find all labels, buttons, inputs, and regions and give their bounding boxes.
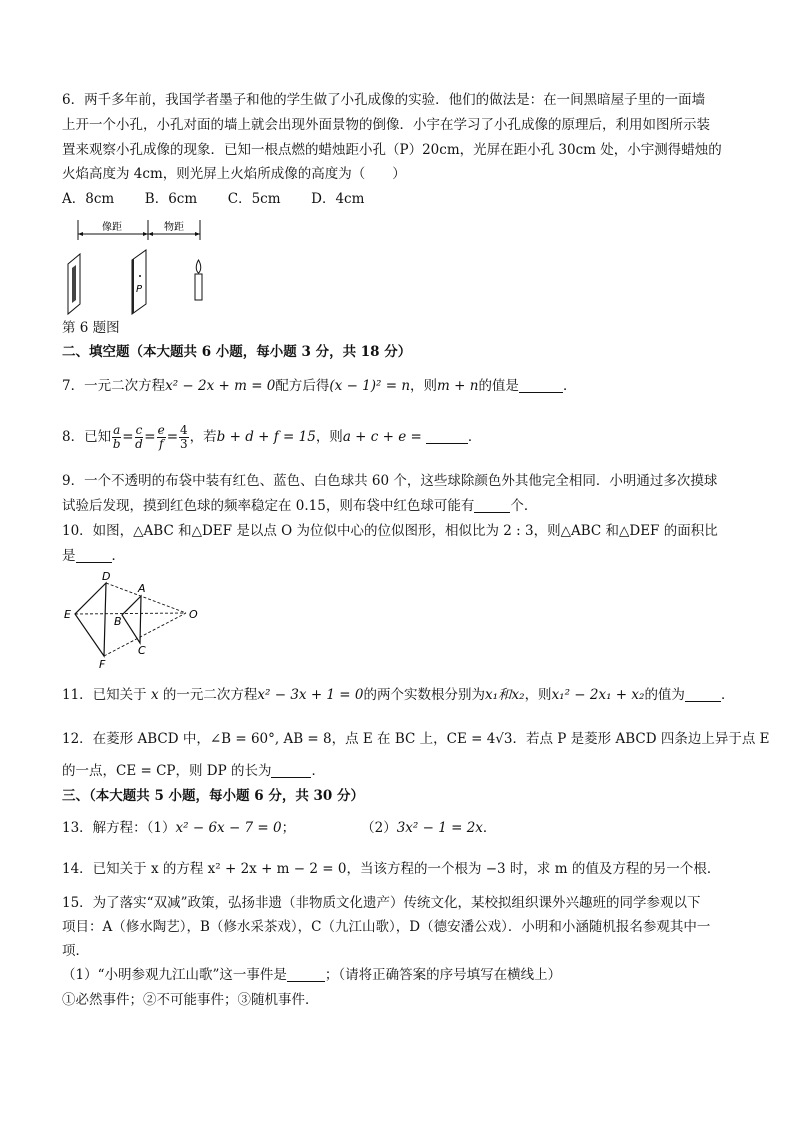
q13-line: [62, 818, 496, 838]
section-3-title: 三、（本大题共 5 小题，每小题 6 分，共 30 分）: [62, 788, 365, 804]
q7-answer-blank[interactable]: [519, 378, 563, 393]
q6-option-b: B．6cm: [144, 191, 198, 207]
q6-fig-board: [132, 250, 146, 314]
q10-answer-blank[interactable]: [76, 548, 112, 563]
q11-prefix: 11．已知关于: [62, 687, 147, 703]
q11-mid: 的一元二次方程: [162, 687, 258, 703]
q10-fig-label-f: F: [99, 658, 106, 670]
q6-fig-arrowhead-2: [143, 232, 148, 236]
q7-mid: 配方后得: [275, 378, 330, 394]
q9-end: 个．: [510, 498, 538, 514]
q9-line-1: 9．一个不透明的布袋中装有红色、蓝色、白色球共 60 个，这些球除颜色外其他完全相同．小明通过多次摸球: [62, 473, 718, 489]
q8-answer-blank[interactable]: [426, 429, 468, 444]
q8-fraction-e-f: $\frac{e}{f}$: [157, 423, 165, 451]
q6-fig-screen-shade: [72, 265, 76, 303]
q8-fraction-c-d: $\frac{c}{d}$: [135, 423, 143, 451]
q10-fig-label-b: B: [114, 615, 122, 628]
q15-sub-1-text: （1）“小明参观九江山歌”这一事件是: [62, 967, 287, 983]
q10-fig-label-e: E: [64, 608, 71, 621]
q14-line: 14．已知关于 x 的方程 x² + 2x + m − 2 = 0，当该方程的一个根为 −3 时，求 m 的值及方程的另一个根．: [62, 861, 721, 877]
q10-fig-triangle-def: [75, 583, 106, 656]
q7-completed-square: (x − 1)² = n: [329, 378, 411, 394]
q13-prefix: 13．解方程：（1）: [62, 820, 176, 836]
q6-fig-label-p: P: [136, 284, 143, 295]
q15-answer-blank[interactable]: [287, 967, 325, 982]
q6-line-4: 火焰高度为 4cm，则光屏上火焰所成像的高度为（ ）: [62, 166, 406, 182]
q10-fig-label-c: C: [138, 644, 146, 657]
q13-part-2: （2）: [361, 820, 397, 836]
q7-suffix: 的值是: [478, 378, 519, 394]
q7-mid2: ，则: [410, 378, 438, 394]
q7-ask: m + n: [437, 378, 479, 394]
q6-fig-arrowhead-1: [78, 232, 83, 236]
q10-end: ．: [111, 548, 125, 564]
q15-sub-1-end: ；（请将正确答案的序号填写在横线上）: [324, 967, 562, 983]
q11-ask: x₁² − 2x₁ + x₂: [551, 687, 645, 703]
q6-fig-candle: [195, 274, 202, 300]
q6-fig-label-object-distance: 物距: [164, 222, 184, 233]
q8-fraction-4-3: $\frac{4}{3}$: [180, 423, 188, 451]
q12-answer-blank[interactable]: [271, 763, 311, 778]
q9-line-2: [62, 496, 537, 516]
q6-option-d: D．4cm: [311, 191, 365, 207]
q10-line-2: [62, 546, 125, 566]
q15-sub-1: [62, 965, 561, 985]
q7-prefix: 7．一元二次方程: [62, 378, 166, 394]
q10-homothety-figure: [60, 570, 210, 670]
q8-condition: b + d + f = 15: [216, 429, 316, 445]
q10-line-2-text: 是: [62, 548, 76, 564]
q15-line-3: 项．: [62, 943, 89, 959]
section-2-title: 二、填空题（本大题共 6 小题，每小题 3 分，共 18 分）: [62, 344, 412, 360]
q8-end: ．: [467, 429, 482, 445]
q11-equation: x² − 3x + 1 = 0: [257, 687, 364, 703]
q9-answer-blank[interactable]: [474, 498, 510, 513]
q6-fig-board-edge: [132, 259, 134, 314]
q6-fig-arrowhead-3: [148, 232, 153, 236]
q8-fraction-a-b: $\frac{a}{b}$: [112, 423, 121, 451]
q6-fig-arrowhead-4: [195, 232, 200, 236]
q11-mid2: 的两个实数根分别为: [363, 687, 485, 703]
q6-caption: 第 6 题图: [62, 320, 120, 336]
q6-line-3: 置来观察小孔成像的现象．已知一根点燃的蜡烛距小孔（P）20cm，光屏在距小孔 30cm 处，小宇测得蜡烛的: [62, 142, 722, 158]
q11-answer-blank[interactable]: [685, 687, 721, 702]
q7-line: [62, 376, 576, 396]
q11-suffix: 的值为: [644, 687, 685, 703]
q6-fig-flame: [196, 260, 201, 273]
q13-end: ．: [482, 820, 497, 836]
q6-line-2: 上开一个小孔，小孔对面的墙上就会出现外面景物的倒像．小宇在学习了小孔成像的原理后，利用如图所示装: [62, 117, 710, 133]
q6-pinhole-figure: [60, 216, 210, 316]
q15-line-1: 15．为了落实“双减”政策，弘扬非遗（非物质文化遗产）传统文化，某校拟组织课外兴趣班的同学参观以下: [62, 895, 701, 911]
q13-equation-1: x² − 6x − 7 = 0: [175, 820, 282, 836]
q12-line-2: [62, 761, 325, 781]
q8-prefix: 8．已知: [62, 429, 112, 445]
q8-ask: a + c + e =: [342, 429, 422, 445]
q12-line-1: 12．在菱形 ABCD 中，∠B = 60°, AB = 8，点 E 在 BC 上，CE = 4√3．若点 P 是菱形 ABCD 四条边上异于点 E: [62, 731, 770, 747]
q11-roots: x₁和x₂: [485, 687, 525, 703]
q6-options: [62, 189, 364, 209]
q8-mid: ，若: [189, 429, 217, 445]
q6-fig-pinhole: [139, 275, 141, 277]
q9-line-2-text: 试验后发现，摸到红色球的频率稳定在 0.15，则布袋中红色球可能有: [62, 498, 475, 514]
q10-fig-ray-eo: [75, 613, 186, 614]
q10-fig-label-a: A: [138, 582, 146, 595]
q8-mid2: ，则: [315, 429, 343, 445]
q10-fig-triangle-abc: [122, 596, 141, 643]
q10-fig-label-d: D: [102, 570, 111, 583]
q15-line-2: 项目：A（修水陶艺），B（修水采茶戏），C（九江山歌），D（德安潘公戏）．小明和小涵随机报名参观其中一: [62, 919, 711, 935]
q11-mid3: ，则: [524, 687, 552, 703]
q7-end: ．: [562, 378, 577, 394]
q13-sep: ；: [281, 820, 296, 836]
q6-option-a: A．8cm: [62, 191, 115, 207]
q11-line: [62, 685, 734, 705]
q8-line: 8．已知 $\frac{a}{b}$ = $\frac{c}{d}$ = $\frac{e}{f}$ = $\frac{4}{3}$ ，若b + d + f = 15，则a + c + e = ．: [62, 423, 482, 451]
q15-options: ①必然事件；②不可能事件；③随机事件．: [62, 992, 319, 1008]
q11-variable: x: [150, 687, 159, 703]
q12-line-2-text: 的一点，CE = CP，则 DP 的长为: [62, 763, 272, 779]
q7-equation: x² − 2x + m = 0: [165, 378, 276, 394]
q10-line-1: 10．如图，△ABC 和△DEF 是以点 O 为位似中心的位似图形，相似比为 2 : 3，则△ABC 和△DEF 的面积比: [62, 523, 718, 539]
q6-option-c: C．5cm: [227, 191, 281, 207]
q12-end: ．: [311, 763, 325, 779]
q6-line-1: 6．两千多年前，我国学者墨子和他的学生做了小孔成像的实验．他们的做法是：在一间黑暗屋子里的一面墙: [62, 92, 706, 108]
q6-fig-label-image-distance: 像距: [102, 222, 122, 233]
q10-fig-ray-do: [106, 583, 186, 613]
q10-fig-label-o: O: [189, 608, 198, 621]
q11-end: ．: [720, 687, 735, 703]
q13-equation-2: 3x² − 1 = 2x: [396, 820, 483, 836]
